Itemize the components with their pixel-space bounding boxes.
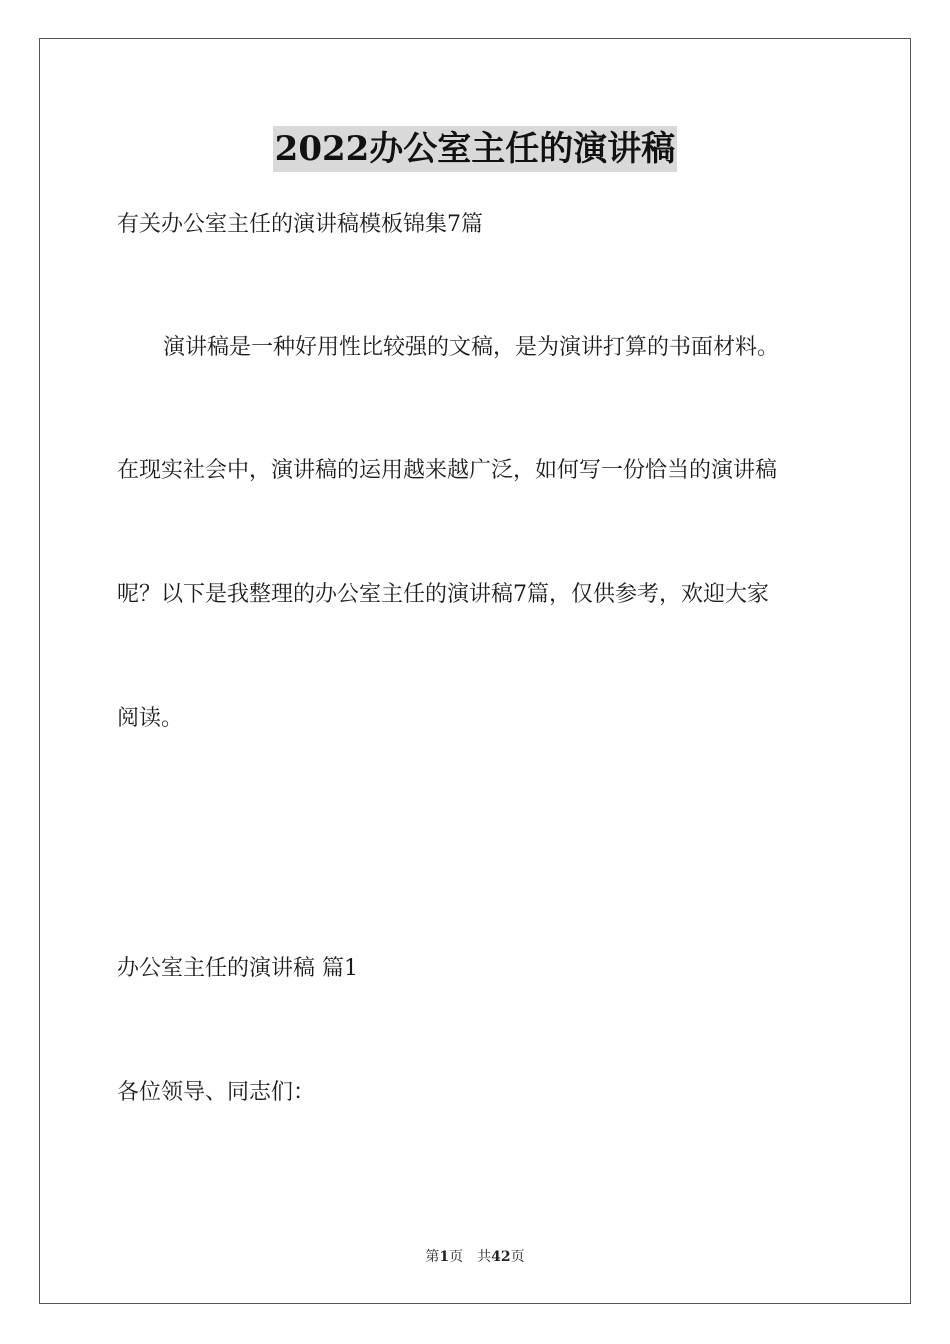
footer-page-suffix: 页 — [449, 1249, 464, 1265]
section-heading: 办公室主任的演讲稿 篇1 — [117, 956, 358, 981]
paragraph-line-2: 在现实社会中，演讲稿的运用越来越广泛，如何写一份恰当的演讲稿 — [117, 458, 778, 483]
document-title: 2022办公室主任的演讲稿 — [273, 126, 678, 172]
page-footer — [0, 1247, 950, 1267]
paragraph-line-1: 演讲稿是一种好用性比较强的文稿，是为演讲打算的书面材料。 — [163, 335, 780, 360]
footer-total-pages: 42 — [491, 1249, 511, 1265]
salutation: 各位领导、同志们： — [117, 1080, 316, 1105]
title-container — [0, 126, 950, 172]
document-subtitle: 有关办公室主任的演讲稿模板锦集7篇 — [117, 212, 483, 237]
footer-total-suffix: 页 — [510, 1249, 525, 1265]
footer-page-number: 1 — [439, 1249, 450, 1265]
footer-total-prefix: 共 — [477, 1249, 492, 1265]
footer-page-prefix: 第 — [425, 1249, 440, 1265]
paragraph-line-4: 阅读。 — [117, 706, 184, 731]
paragraph-line-3: 呢？以下是我整理的办公室主任的演讲稿7篇，仅供参考，欢迎大家 — [117, 582, 769, 607]
